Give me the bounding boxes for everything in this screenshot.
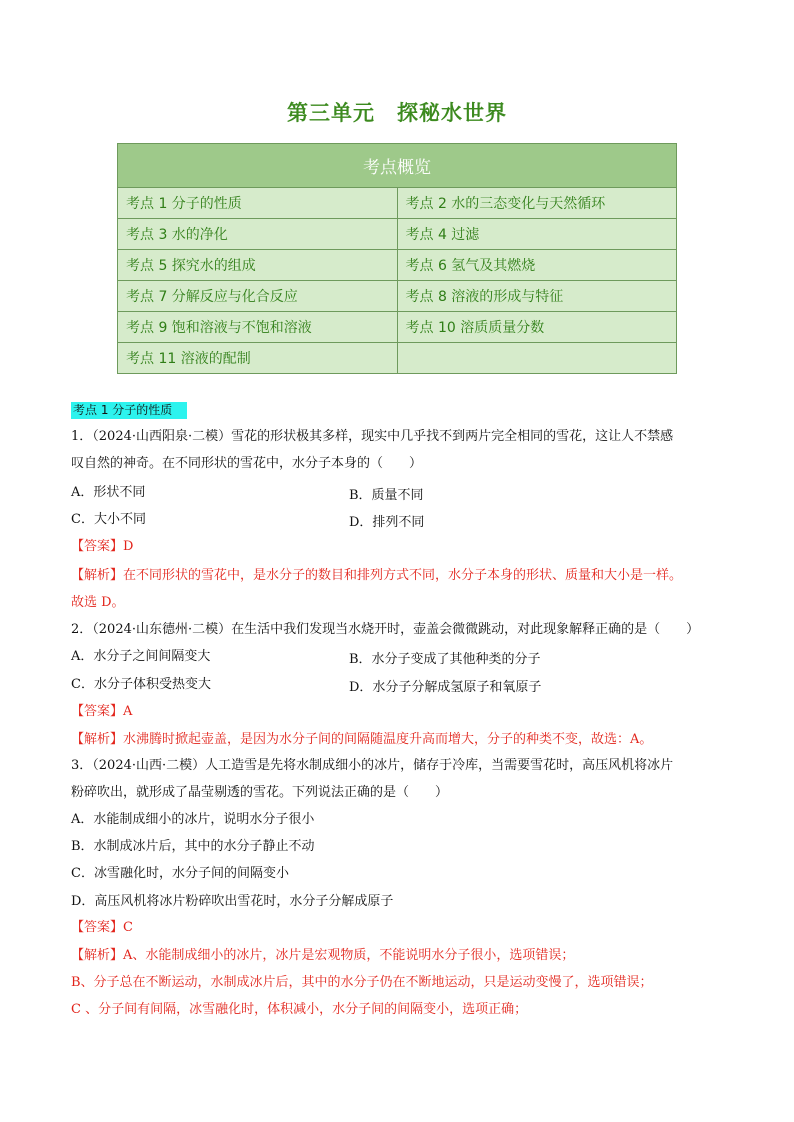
overview-cell: 考点 4 过滤 — [397, 219, 677, 250]
overview-cell — [397, 343, 677, 374]
table-row — [118, 312, 677, 343]
overview-cell: 考点 9 饱和溶液与不饱和溶液 — [118, 312, 398, 343]
overview-cell: 考点 7 分解反应与化合反应 — [118, 281, 398, 312]
overview-header: 考点概览 — [118, 144, 677, 188]
q2-option-b: B．水分子变成了其他种类的分子 — [349, 652, 541, 667]
q1-option-a: A．形状不同 — [71, 485, 146, 500]
q1-option-d: D．排列不同 — [349, 515, 425, 530]
table-row — [118, 219, 677, 250]
overview-cell: 考点 11 溶液的配制 — [118, 343, 398, 374]
q1-explanation-line1: 【解析】在不同形状的雪花中，是水分子的数目和排列方式不同，水分子本身的形状、质量和大小是一样。 — [71, 568, 683, 583]
table-row — [118, 188, 677, 219]
overview-table — [117, 143, 677, 374]
overview-cell: 考点 3 水的净化 — [118, 219, 398, 250]
q1-option-c: C．大小不同 — [71, 512, 146, 527]
q3-option-d: D．高压风机将冰片粉碎吹出雪花时，水分子分解成原子 — [71, 894, 394, 909]
q2-explanation: 【解析】水沸腾时掀起壶盖，是因为水分子间的间隔随温度升高而增大，分子的种类不变，故选：A。 — [71, 732, 653, 747]
overview-cell: 考点 8 溶液的形成与特征 — [397, 281, 677, 312]
unit-title-number: 第三单元 — [287, 101, 375, 125]
overview-cell: 考点 10 溶质质量分数 — [397, 312, 677, 343]
overview-cell: 考点 6 氢气及其燃烧 — [397, 250, 677, 281]
q2-answer: 【答案】A — [71, 704, 133, 719]
q2-option-a: A．水分子之间间隔变大 — [71, 649, 211, 664]
q1-stem-line2: 叹自然的神奇。在不同形状的雪花中，水分子本身的（ ） — [71, 456, 423, 471]
q3-option-a: A．水能制成细小的冰片，说明水分子很小 — [71, 812, 315, 827]
q1-stem-line1: 1．（2024·山西阳泉·二模）雪花的形状极其多样，现实中几乎找不到两片完全相同的雪花，这让人不禁感 — [71, 429, 674, 444]
q1-option-b: B．质量不同 — [349, 488, 424, 503]
unit-title-name: 探秘水世界 — [397, 101, 507, 125]
overview-cell: 考点 1 分子的性质 — [118, 188, 398, 219]
q3-explanation-line2: B、分子总在不断运动，水制成冰片后，其中的水分子仍在不断地运动，只是运动变慢了，选项错误； — [71, 975, 653, 990]
q2-stem-line1: 2．（2024·山东德州·二模）在生活中我们发现当水烧开时，壶盖会微微跳动，对此现象解释正确的是（ ） — [71, 622, 700, 637]
q3-option-b: B．水制成冰片后，其中的水分子静止不动 — [71, 839, 315, 854]
q3-explanation-line3: C 、分子间有间隔，冰雪融化时，体积减小，水分子间的间隔变小，选项正确； — [71, 1002, 528, 1017]
table-row — [118, 281, 677, 312]
q3-explanation-line1: 【解析】A、水能制成细小的冰片，冰片是宏观物质，不能说明水分子很小，选项错误； — [71, 948, 575, 963]
overview-cell: 考点 2 水的三态变化与天然循环 — [397, 188, 677, 219]
overview-cell: 考点 5 探究水的组成 — [118, 250, 398, 281]
q2-option-c: C．水分子体积受热变大 — [71, 677, 211, 692]
q1-answer: 【答案】D — [71, 539, 134, 554]
table-row — [118, 343, 677, 374]
q3-option-c: C．冰雪融化时，水分子间的间隔变小 — [71, 866, 289, 881]
q3-stem-line1: 3．（2024·山西·二模）人工造雪是先将水制成细小的冰片，储存于冷库，当需要雪花时，高压风机将冰片 — [71, 758, 674, 773]
table-row — [118, 250, 677, 281]
section-tag: 考点 1 分子的性质 — [71, 402, 187, 419]
unit-title — [0, 97, 794, 127]
q1-explanation-line2: 故选 D。 — [71, 595, 125, 610]
q2-option-d: D．水分子分解成氢原子和氧原子 — [349, 680, 542, 695]
q3-answer: 【答案】C — [71, 920, 133, 935]
q3-stem-line2: 粉碎吹出，就形成了晶莹剔透的雪花。下列说法正确的是（ ） — [71, 785, 449, 800]
